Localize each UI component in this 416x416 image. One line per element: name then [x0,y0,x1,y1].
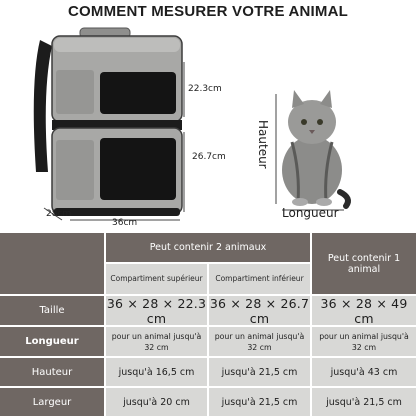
table-corner [0,233,104,294]
top-mesh-window [100,72,176,114]
row-label-largeur: Largeur [0,388,104,416]
width-label: 36cm [112,218,138,228]
strap-icon [34,40,52,172]
height-top-label: 22.3cm [188,84,222,94]
table-cell: 36 × 28 × 22.3 cm [106,295,207,326]
cat-length-label: Longueur [282,206,339,220]
single-header: Peut contenir 1 animal [312,233,416,294]
table-cell: jusqu'à 21,5 cm [209,388,310,416]
table-cell: jusqu'à 21,5 cm [312,388,416,416]
row-label-longueur: Longueur [0,327,104,356]
table-cell: jusqu'à 20 cm [106,388,207,416]
cat-height-label: Hauteur [256,120,270,169]
table-cell: pour un animal jusqu'à 32 cm [312,327,416,356]
sub-header-bottom: Compartiment inférieur [209,264,310,294]
cat-icon [282,90,348,206]
row-label-hauteur: Hauteur [0,358,104,386]
top-lid [54,38,180,52]
backpack-illustration [0,22,416,234]
table-cell: jusqu'à 43 cm [312,358,416,386]
product-area [0,22,416,234]
group-header: Peut contenir 2 animaux [106,233,310,262]
depth-label: 28cm [46,209,72,219]
height-bottom-label: 26.7cm [192,152,226,162]
table-cell: jusqu'à 16,5 cm [106,358,207,386]
top-side-panel [56,70,94,114]
row-label-taille: Taille [0,296,104,325]
sub-header-top: Compartiment supérieur [106,264,207,294]
bottom-side-panel [56,140,94,200]
table-cell: pour un animal jusqu'à 32 cm [106,327,207,356]
table-cell: 36 × 28 × 26.7 cm [209,295,310,326]
bag-base [54,208,180,216]
table-cell: pour un animal jusqu'à 32 cm [209,327,310,356]
table-cell: 36 × 28 × 49 cm [312,296,416,325]
table-cell: jusqu'à 21,5 cm [209,358,310,386]
bottom-mesh-window [100,138,176,200]
size-table [0,233,416,416]
page-title: COMMENT MESURER VOTRE ANIMAL [67,3,349,20]
